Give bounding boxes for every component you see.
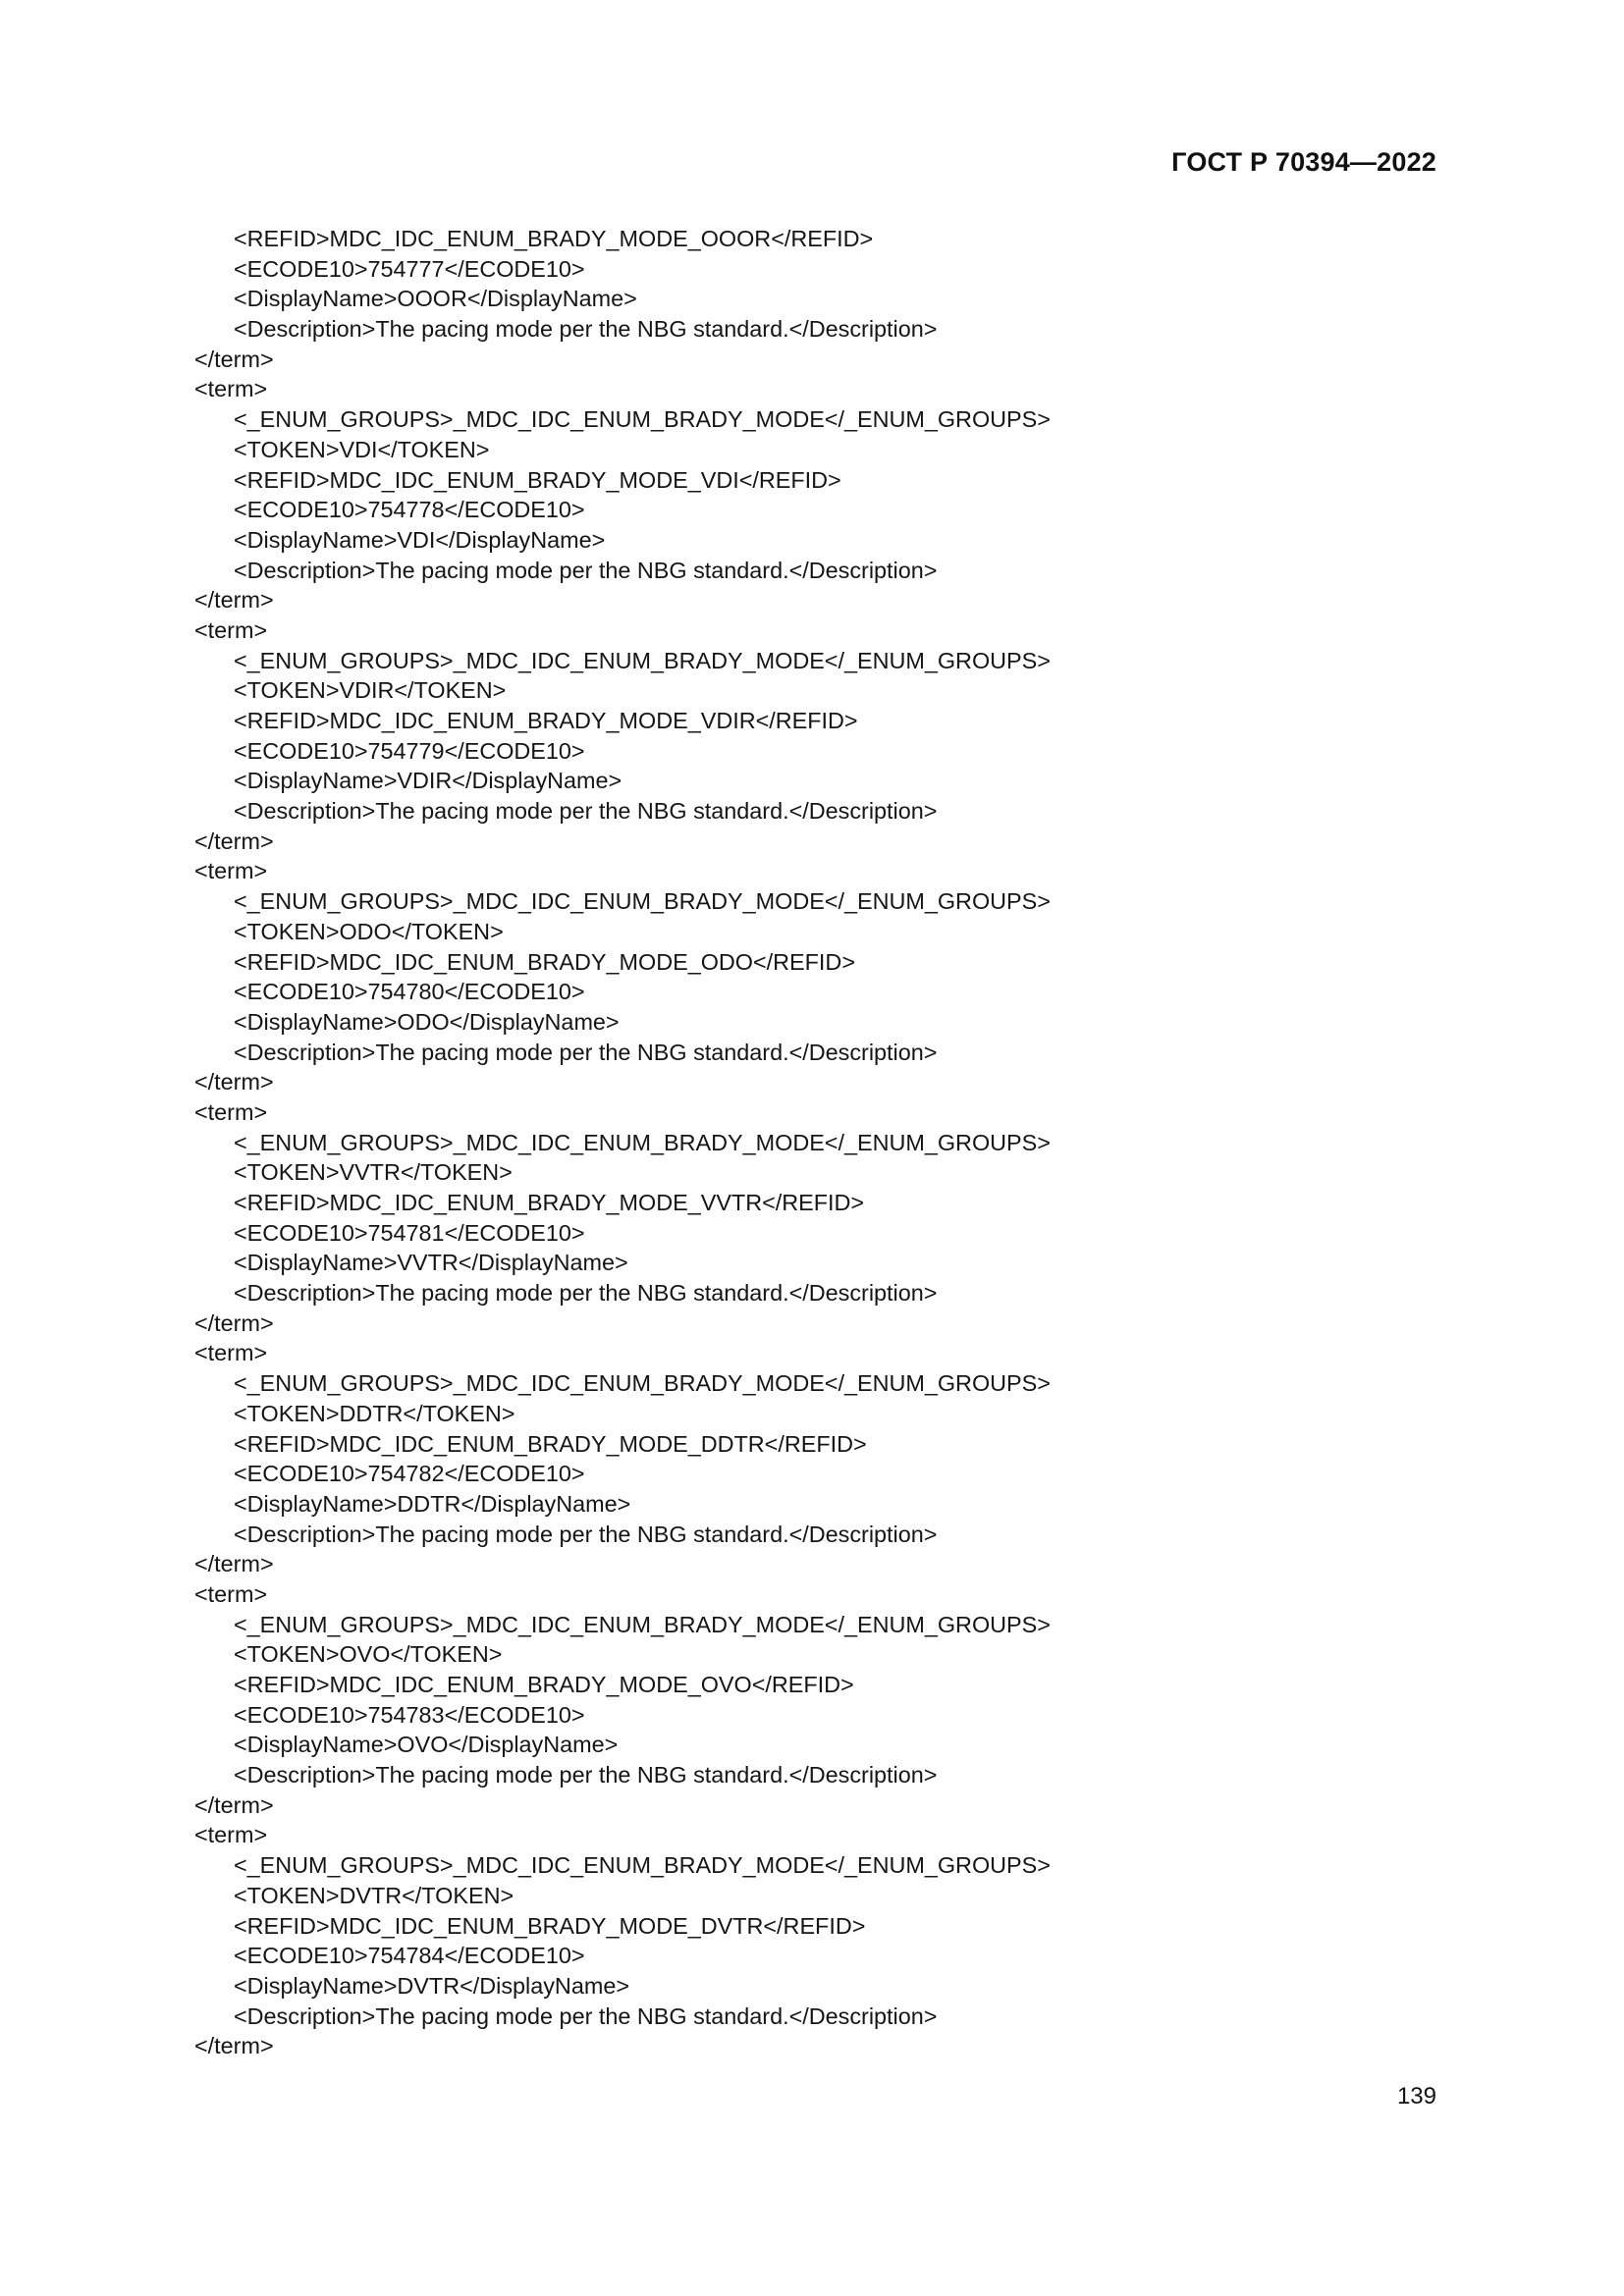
code-line: <REFID>MDC_IDC_ENUM_BRADY_MODE_VVTR</REFID>: [234, 1190, 865, 1215]
page-number: 139: [1396, 2083, 1436, 2109]
code-line: </term>: [194, 346, 274, 372]
code-line: <REFID>MDC_IDC_ENUM_BRADY_MODE_OVO</REFID>: [234, 1672, 854, 1697]
code-line: <ECODE10>754778</ECODE10>: [234, 497, 585, 523]
code-line: <TOKEN>OVO</TOKEN>: [234, 1641, 503, 1668]
code-line: <ECODE10>754784</ECODE10>: [234, 1943, 585, 1969]
code-line: <Description>The pacing mode per the NBG standard.</Description>: [234, 2002, 938, 2029]
code-line: <DisplayName>VDIR</DisplayName>: [234, 768, 623, 794]
code-line: <DisplayName>DVTR</DisplayName>: [234, 1972, 629, 1999]
code-line: <Description>The pacing mode per the NBG standard.</Description>: [234, 798, 938, 825]
code-line: <DisplayName>VDI</DisplayName>: [234, 526, 606, 553]
code-line: <term>: [194, 1822, 268, 1848]
code-line: <REFID>MDC_IDC_ENUM_BRADY_MODE_DVTR</REFID>: [234, 1912, 866, 1939]
code-line: <term>: [194, 616, 268, 643]
code-line: </term>: [194, 587, 274, 614]
code-line: <TOKEN>ODO</TOKEN>: [234, 918, 504, 944]
code-line: <REFID>MDC_IDC_ENUM_BRADY_MODE_DDTR</REFID>: [234, 1430, 867, 1457]
code-line: <ECODE10>754783</ECODE10>: [234, 1701, 585, 1728]
code-line: <TOKEN>VDIR</TOKEN>: [234, 677, 507, 704]
code-line: <ECODE10>754779</ECODE10>: [234, 737, 585, 764]
code-line: <_ENUM_GROUPS>_MDC_IDC_ENUM_BRADY_MODE</_ENUM_GROUPS>: [234, 888, 1051, 915]
code-line: <_ENUM_GROUPS>_MDC_IDC_ENUM_BRADY_MODE</_ENUM_GROUPS>: [234, 1129, 1051, 1155]
code-line: <REFID>MDC_IDC_ENUM_BRADY_MODE_VDI</REFID>: [234, 466, 841, 493]
code-line: <REFID>MDC_IDC_ENUM_BRADY_MODE_ODO</REFID>: [234, 948, 855, 975]
code-line: <Description>The pacing mode per the NBG standard.</Description>: [234, 1039, 938, 1065]
code-line: <term>: [194, 858, 268, 884]
code-line: <_ENUM_GROUPS>_MDC_IDC_ENUM_BRADY_MODE</_ENUM_GROUPS>: [234, 406, 1051, 433]
code-line: </term>: [194, 2033, 274, 2059]
code-line: <ECODE10>754780</ECODE10>: [234, 979, 585, 1005]
code-line: <DisplayName>OOOR</DisplayName>: [234, 286, 637, 312]
code-line: <DisplayName>DDTR</DisplayName>: [234, 1490, 631, 1517]
code-line: <DisplayName>OVO</DisplayName>: [234, 1732, 619, 1758]
code-line: <term>: [194, 1340, 268, 1366]
code-line: </term>: [194, 1069, 274, 1095]
code-line: <REFID>MDC_IDC_ENUM_BRADY_MODE_OOOR</REFID>: [234, 226, 874, 251]
code-line: <TOKEN>DVTR</TOKEN>: [234, 1882, 514, 1908]
code-line: <TOKEN>VDI</TOKEN>: [234, 436, 490, 462]
code-line: <DisplayName>VVTR</DisplayName>: [234, 1250, 628, 1276]
code-line: <term>: [194, 376, 268, 402]
code-line: <ECODE10>754782</ECODE10>: [234, 1461, 585, 1487]
code-line: <_ENUM_GROUPS>_MDC_IDC_ENUM_BRADY_MODE</_ENUM_GROUPS>: [234, 647, 1051, 673]
code-line: <ECODE10>754777</ECODE10>: [234, 255, 585, 282]
code-line: </term>: [194, 828, 274, 854]
code-line: <Description>The pacing mode per the NBG standard.</Description>: [234, 1280, 938, 1307]
code-line: <Description>The pacing mode per the NBG standard.</Description>: [234, 1762, 938, 1789]
code-line: <_ENUM_GROUPS>_MDC_IDC_ENUM_BRADY_MODE</_ENUM_GROUPS>: [234, 1852, 1051, 1879]
xml-code-listing: [194, 224, 1471, 2061]
code-line: <TOKEN>DDTR</TOKEN>: [234, 1400, 515, 1426]
code-line: </term>: [194, 1551, 274, 1577]
code-line: <REFID>MDC_IDC_ENUM_BRADY_MODE_VDIR</REFID>: [234, 708, 858, 733]
code-line: <_ENUM_GROUPS>_MDC_IDC_ENUM_BRADY_MODE</_ENUM_GROUPS>: [234, 1611, 1051, 1637]
code-line: </term>: [194, 1791, 274, 1818]
code-line: <DisplayName>ODO</DisplayName>: [234, 1008, 620, 1035]
code-line: <_ENUM_GROUPS>_MDC_IDC_ENUM_BRADY_MODE</_ENUM_GROUPS>: [234, 1370, 1051, 1397]
code-line: <Description>The pacing mode per the NBG standard.</Description>: [234, 316, 938, 343]
code-line: <term>: [194, 1098, 268, 1125]
code-line: <TOKEN>VVTR</TOKEN>: [234, 1159, 513, 1186]
code-line: <ECODE10>754781</ECODE10>: [234, 1219, 585, 1246]
code-line: </term>: [194, 1309, 274, 1336]
code-line: <term>: [194, 1580, 268, 1607]
code-line: <Description>The pacing mode per the NBG standard.</Description>: [234, 557, 938, 583]
code-line: <Description>The pacing mode per the NBG standard.</Description>: [234, 1521, 938, 1547]
standard-code-header: ГОСТ Р 70394—2022: [1171, 147, 1436, 177]
